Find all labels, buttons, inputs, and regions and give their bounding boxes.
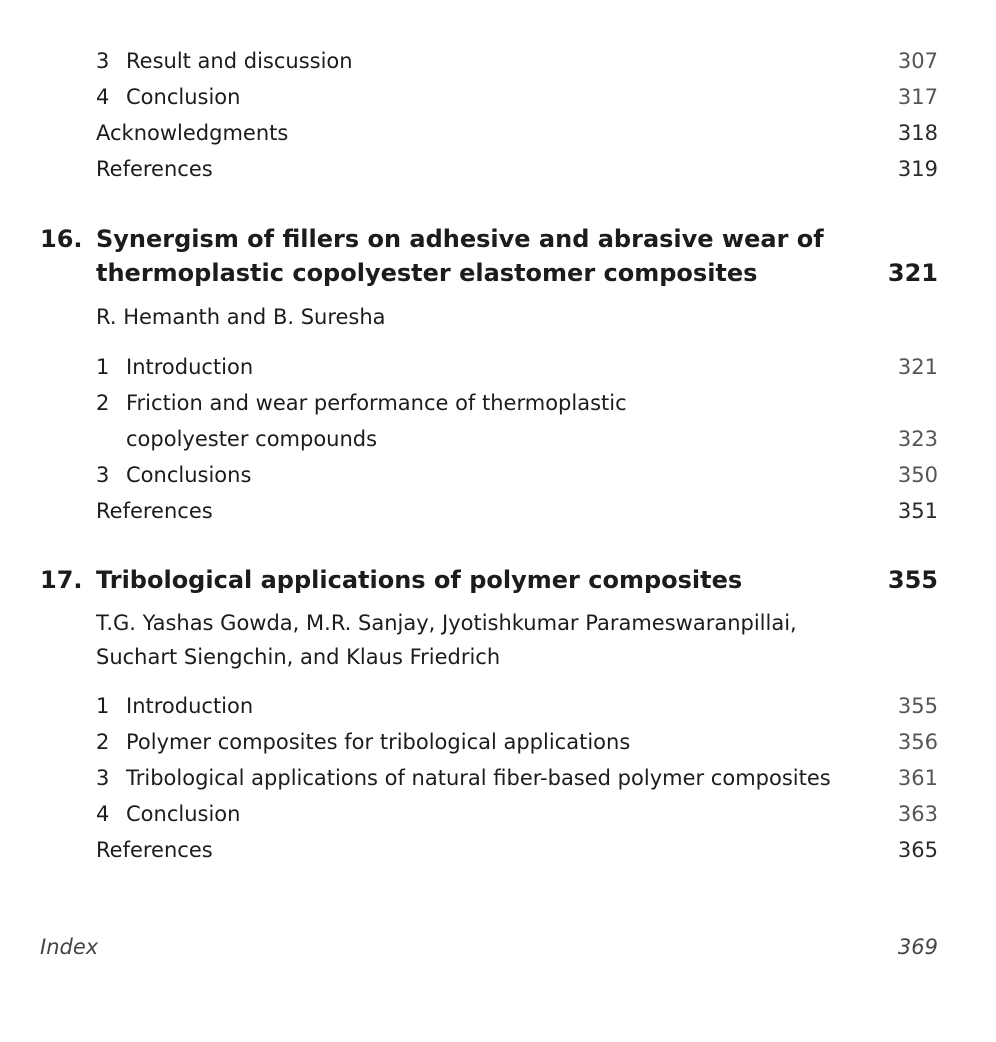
section-title: Tribological applications of natural fiber-based polymer composites (126, 766, 831, 790)
page-number: 356 (897, 730, 938, 754)
chapter-title[interactable]: Tribological applications of polymer composites (96, 566, 743, 594)
page-number: 318 (897, 121, 938, 145)
page-number: 307 (897, 49, 938, 73)
section-number: 1 (96, 355, 110, 379)
chapter-authors: Suchart Siengchin, and Klaus Friedrich (96, 645, 501, 669)
page-number: 323 (897, 427, 938, 451)
page-number: 365 (897, 838, 938, 862)
index-label[interactable]: Index (40, 935, 99, 959)
section-title: Conclusions (126, 463, 252, 487)
chapter-authors: R. Hemanth and B. Suresha (96, 305, 386, 329)
section-title: Introduction (126, 355, 254, 379)
toc-entry-continuation[interactable] (126, 426, 377, 452)
section-title: References (96, 499, 213, 523)
chapter-title[interactable]: Synergism of fillers on adhesive and abrasive wear of (96, 225, 824, 253)
section-number: 4 (96, 802, 110, 826)
toc-entry[interactable] (96, 729, 630, 755)
section-number: 3 (96, 463, 110, 487)
section-title: Acknowledgments (96, 121, 289, 145)
toc-entry[interactable] (96, 498, 213, 524)
page-number: 350 (897, 463, 938, 487)
chapter-authors: T.G. Yashas Gowda, M.R. Sanjay, Jyotishkumar Parameswaranpillai, (96, 611, 797, 635)
section-title: Conclusion (126, 85, 241, 109)
toc-entry[interactable] (96, 837, 213, 863)
section-number: 2 (96, 391, 110, 415)
toc-entry[interactable] (96, 156, 213, 182)
section-title: Result and discussion (126, 49, 353, 73)
page-number: 321 (897, 355, 938, 379)
toc-entry[interactable] (96, 48, 353, 74)
section-title: References (96, 157, 213, 181)
section-number: 1 (96, 694, 110, 718)
page-number: 317 (897, 85, 938, 109)
index-page-number: 369 (897, 935, 938, 959)
toc-entry[interactable] (96, 120, 288, 146)
page-number: 319 (897, 157, 938, 181)
section-title: Conclusion (126, 802, 241, 826)
section-number: 3 (96, 766, 110, 790)
section-title: Introduction (126, 694, 254, 718)
toc-entry[interactable] (96, 801, 240, 827)
section-number: 2 (96, 730, 110, 754)
toc-entry[interactable] (96, 84, 240, 110)
section-number: 3 (96, 49, 110, 73)
chapter-page-number: 355 (887, 566, 938, 594)
chapter-number: 16. (40, 225, 83, 253)
chapter-page-number: 321 (887, 259, 938, 287)
page-number: 351 (897, 499, 938, 523)
toc-entry[interactable] (96, 390, 627, 416)
page-number: 355 (897, 694, 938, 718)
section-number: 4 (96, 85, 110, 109)
toc-entry[interactable] (96, 765, 831, 791)
toc-entry[interactable] (96, 693, 253, 719)
section-title: Friction and wear performance of thermoplastic (126, 391, 627, 415)
toc-entry[interactable] (96, 462, 251, 488)
chapter-title[interactable]: thermoplastic copolyester elastomer composites (96, 259, 758, 287)
section-title: References (96, 838, 213, 862)
toc-entry[interactable] (96, 354, 253, 380)
page-number: 361 (897, 766, 938, 790)
section-title: Polymer composites for tribological applications (126, 730, 631, 754)
section-title: copolyester compounds (126, 427, 378, 451)
chapter-number: 17. (40, 566, 83, 594)
page-number: 363 (897, 802, 938, 826)
